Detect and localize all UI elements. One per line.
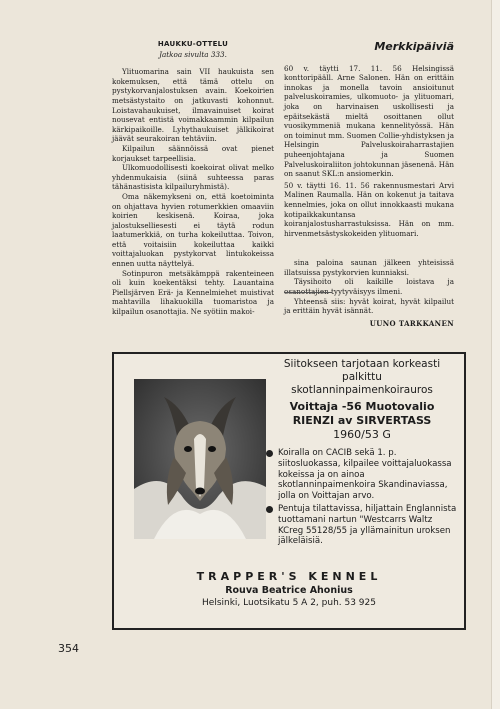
advert-bullet-item — [266, 448, 458, 502]
kennel-owner: Rouva Beatrice Ahonius — [225, 585, 353, 596]
advert-header — [262, 358, 462, 442]
kennel-name: TRAPPER'S KENNEL — [196, 570, 382, 583]
article-paragraph: Sotinpuron metsäkämppä rakenteineen oli kuin koekentäksi tehty. Lauantaina Piellsjärven Erä- ja Kennelmiehet muistivat mahtavilla lihakuokilla tuomaristoa ja kilpailun osanottajia. Ne syötiin makoi- — [112, 268, 274, 317]
winner-title: Voittaja -56 Muotovalio — [289, 400, 435, 413]
registry-number: 1960/53 G — [333, 428, 391, 441]
section-title: Merkkipäiviä — [374, 40, 454, 53]
article-paragraph: sina paloina saunan jälkeen yhteisissä illatsuissa pystykorvien kunniaksi. — [284, 258, 454, 277]
article-paragraph: Täysihoito oli kaikille loistava ja osanottajien tyytyväisyys ilmeni. — [284, 277, 454, 297]
advert-headline: palkittu — [342, 371, 382, 383]
article-heading: HAUKKU-OTTELU — [157, 40, 229, 48]
birthday-notice: 50 v. täytti 16. 11. 56 rakennusmestari Arvi Malinen Raumalla. Hän on kokenut ja taitava kennelmies, joka on ollut innokkaasti mukana kotipaikkakuntansa koiranjalostusharrastuksissa. Hän on mm. hirvenmetsästyskokeiden ylituomari. — [284, 180, 454, 238]
article-paragraph: Ulkomuodollisesti koekoirat olivat melko yhdenmukaisia (siinä suhteessa paras tähänastisista kilpailuryhmistä). — [112, 163, 274, 192]
bullet-dot-icon — [266, 506, 273, 513]
right-article-column — [284, 40, 454, 328]
section-divider — [284, 292, 332, 293]
article-paragraph: Yhteensä siis: hyvät koirat, hyvät kilpailut ja erittäin hyvät isännät. — [284, 296, 454, 316]
bullet-text: Pentuja tilattavissa, hiljattain Englannista tuottamani nartun "Westcarrs Waltz KCreg 55128/55 ja yllämainitun uroksen jälkeläisiä. — [278, 503, 457, 547]
dog-name: RIENZI av SIRVERTASS — [292, 414, 432, 427]
article-paragraph: Oma näkemykseni on, että koetoiminta on ohjattava hyvien rotumerkkien omaaviin koirien keskisenä. Koiraa, joka jalostukselliesesti ei täytä rodun laatumerkkiä, on turha kokeiluttaa. Toivon, että voitaisiin kokeiluttaa kaikki voittajaluokan pystykorvat lintukokeissa ennen uutta näyttelyä. — [112, 191, 274, 269]
left-article-column — [112, 40, 274, 317]
article-paragraph: Kilpailun säännöissä ovat pienet korjaukset tarpeellisia. — [112, 143, 274, 163]
advert-bullet-item — [266, 504, 458, 547]
bullet-dot-icon — [266, 450, 273, 457]
kennel-contact — [114, 570, 464, 609]
collie-dog-photo — [134, 379, 266, 539]
kennel-advertisement — [112, 352, 466, 630]
page-edge-strip — [491, 0, 500, 709]
article-continuation — [284, 258, 454, 316]
page-number: 354 — [58, 642, 79, 655]
collie-portrait-image — [134, 379, 266, 539]
kennel-address: Helsinki, Luotsikatu 5 A 2, puh. 53 925 — [202, 598, 376, 608]
author-signature: UUNO TARKKANEN — [369, 318, 454, 328]
birthday-notice: 60 v. täytti 17. 11. 56 Helsingissä konttoripääll. Arne Salonen. Hän on erittäin innokas ja monella tavoin ansioitunut palveluskoiramies, ulkomuoto- ja ylituomari, joka on harvinaisen uskollisesti ja epäitsekästä mieltä osoittanen ollut vuosikymmeniä mukana kennelityössä. Hän on toiminut mm. Suomen Collie-yhdistyksen ja Helsingin Palveluskoiraharrastajien puheenjohtajana ja Suomen Palveluskoiraliiton johtokunnan jäsenenä. Hän on saanut SKL:n ansiomerkin. — [284, 63, 454, 179]
advert-bullets — [266, 448, 458, 549]
article-continuation-note: Jatkoa sivulta 333. — [159, 49, 227, 59]
bullet-text: Koiralla on CACIB sekä 1. p. siitosluokassa, kilpailee voittajaluokassa kokeissa ja on ainoa skotlanninpaimenkoira Skandinaviassa, jolla on Voittajan arvo. — [278, 448, 452, 502]
advert-headline: skotlanninpaimenkoirauros — [291, 384, 433, 396]
advert-headline: Siitokseen tarjotaan korkeasti — [283, 358, 441, 370]
article-paragraph: Ylituomarina sain VII haukuista sen kokemuksen, että tämä ottelu on pystykorvanjalostuksen avain. Koekoirien metsästystaito on jatkuvasti kohonnut. Loistavahaukuiset, ilmavainuiset koirat nousevat entistä voimakkaammin kilpailun kärkipaikoille. Lyhythaukuiset jälkikoirat jäävät seurakoiran tehtäviin. — [112, 67, 274, 144]
